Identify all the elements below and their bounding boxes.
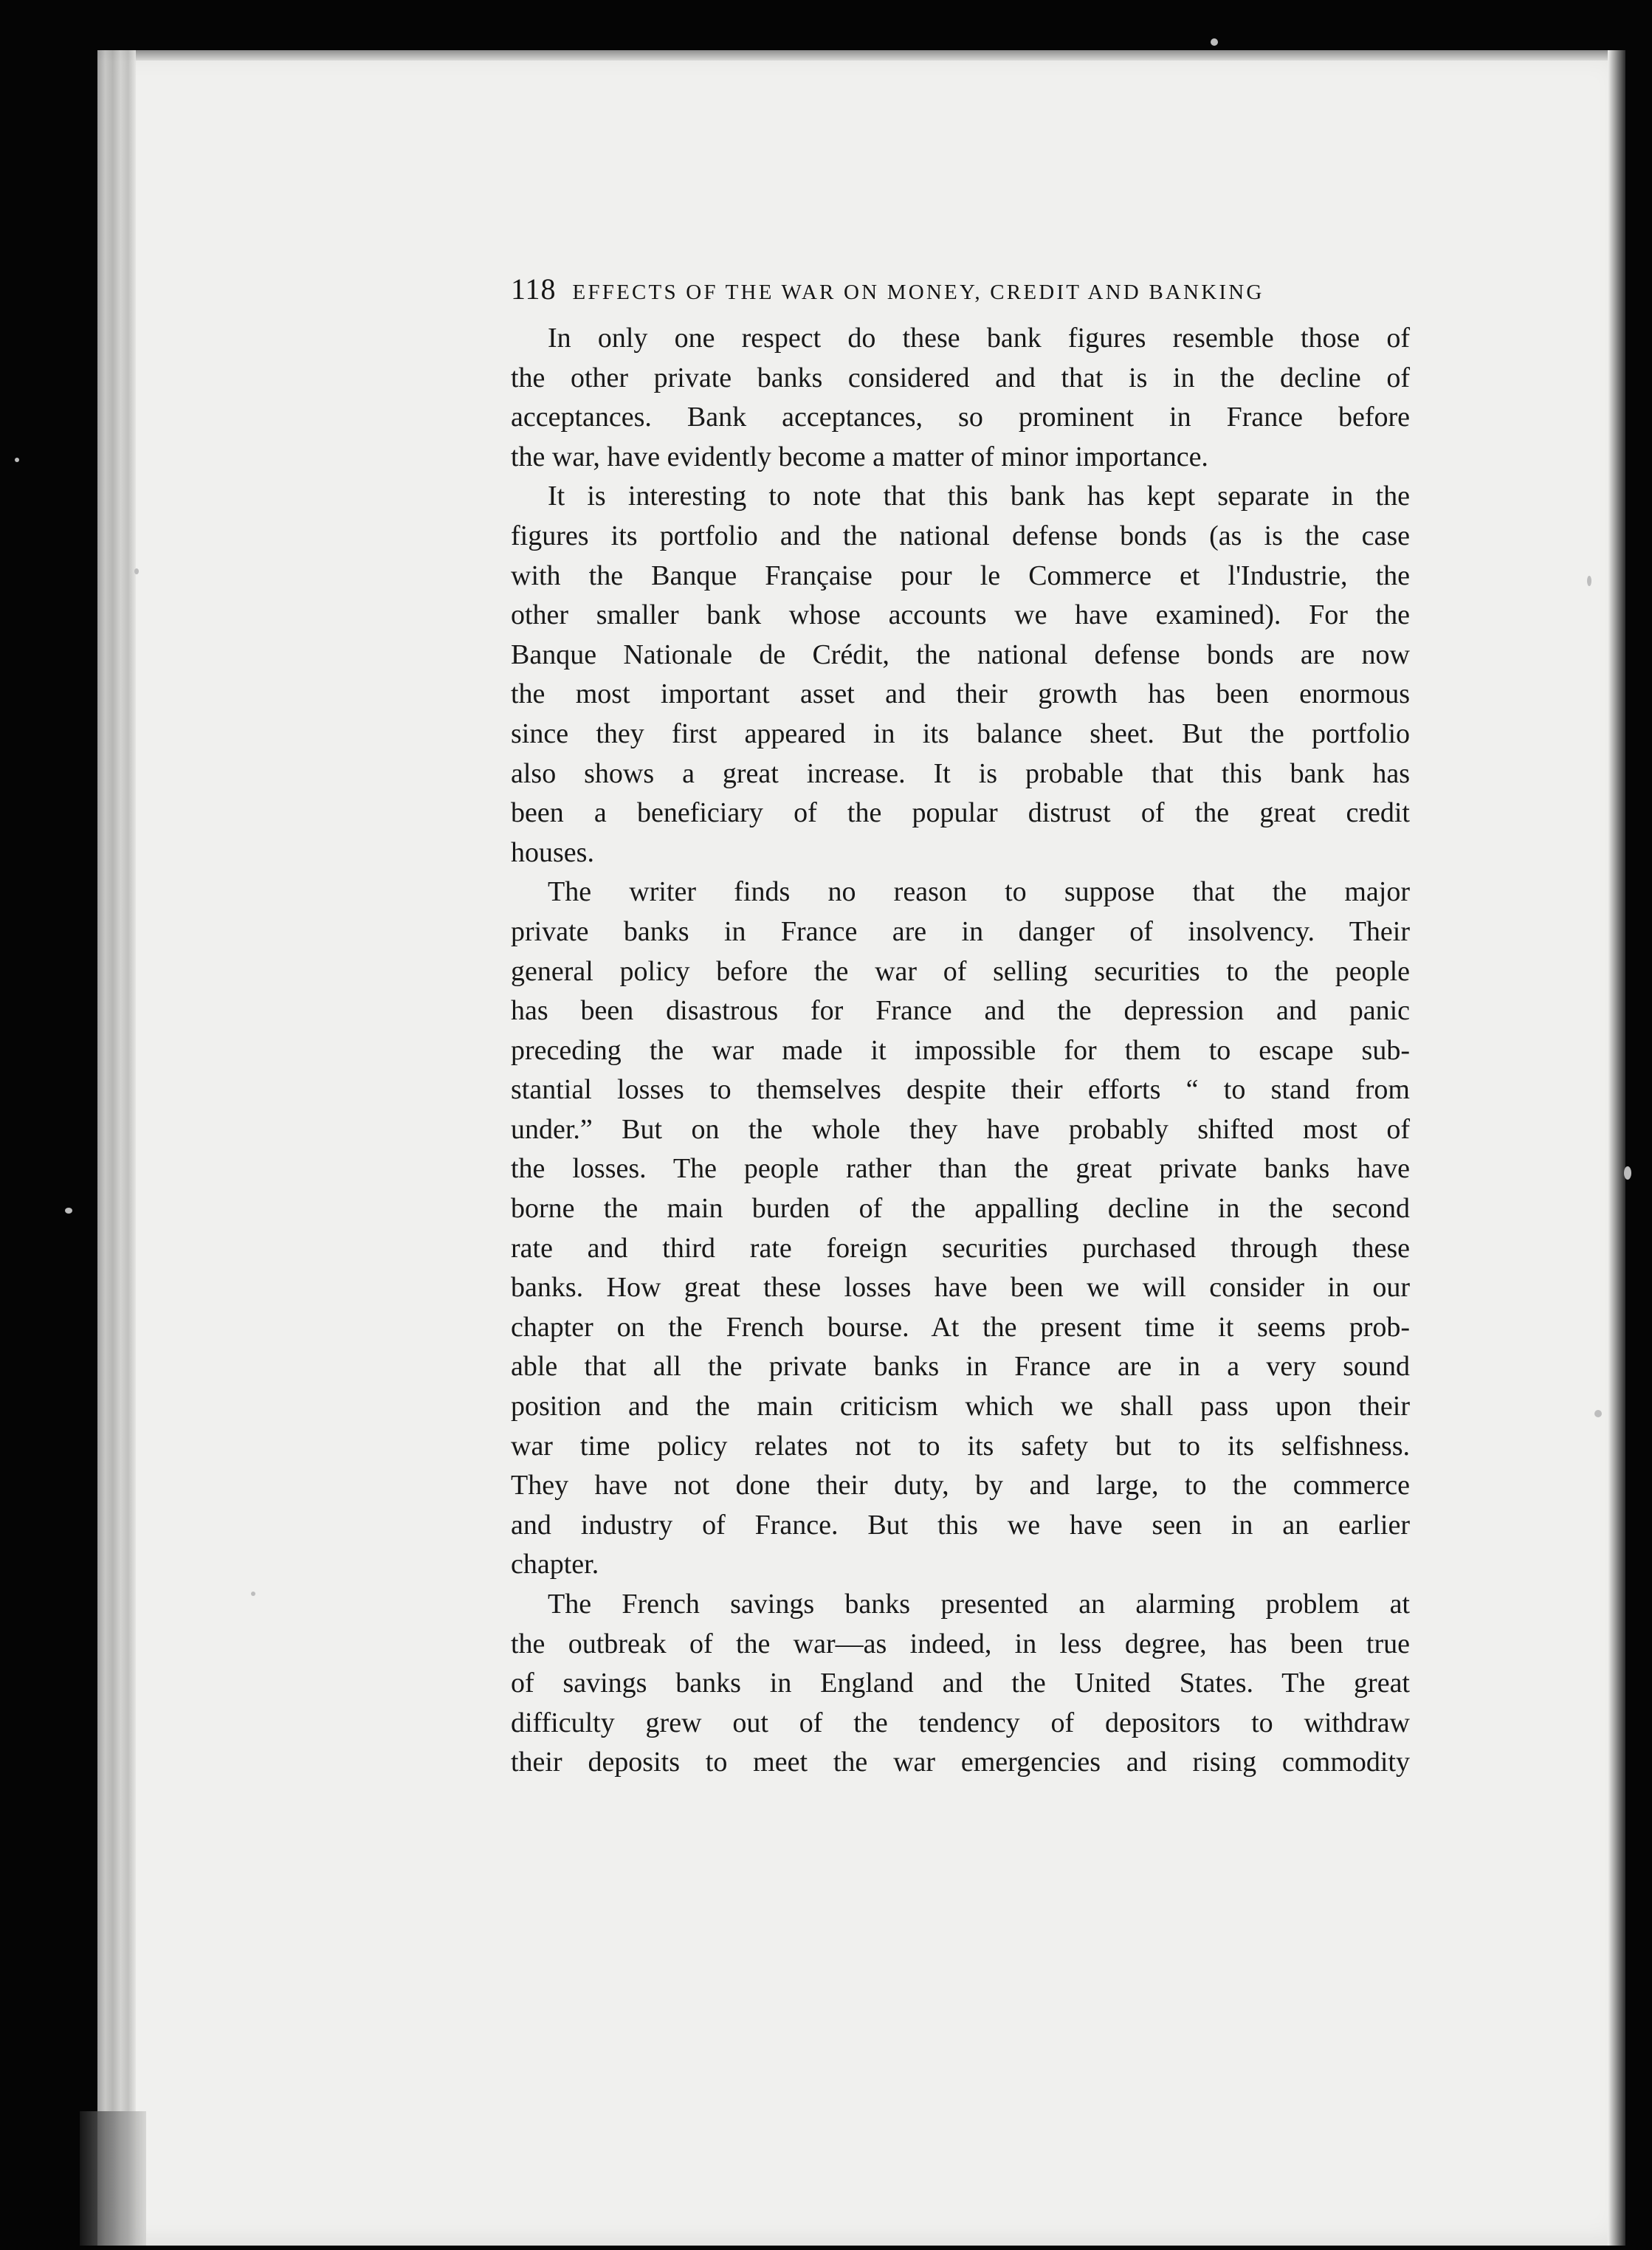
text-line: able that all the private banks in France are in a very sound [511,1351,1410,1383]
paragraph [511,477,1410,873]
text-line: chapter. [511,1549,599,1580]
text-line: borne the main burden of the appalling decline in the second [511,1193,1410,1225]
text-line: It is interesting to note that this bank has kept separate in the [548,481,1410,512]
text-line: rate and third rate foreign securities purchased through these [511,1232,1410,1264]
text-line: been a beneficiary of the popular distrust of the great credit [511,797,1410,829]
text-line: banks. How great these losses have been we will consider in our [511,1272,1410,1304]
text-line: has been disastrous for France and the depression and panic [511,995,1410,1027]
scan-speck [1587,576,1591,586]
text-line: the most important asset and their growth has been enormous [511,678,1410,710]
binding-shadow [80,2111,146,2246]
text-line: chapter on the French bourse. At the present time it seems prob- [511,1311,1410,1343]
text-line: They have not done their duty, by and large, to the commerce [511,1470,1410,1501]
scan-speck [15,458,19,462]
page-top-edge [97,50,1625,61]
paragraph [511,873,1410,1585]
text-line: position and the main criticism which we shall pass upon their [511,1391,1410,1422]
text-line: the other private banks considered and that is in the decline of [511,362,1410,393]
scan-speck [65,1208,72,1214]
paragraph [511,1585,1410,1783]
scan-speck [1594,1410,1602,1417]
text-line: of savings banks in England and the United States. The great [511,1668,1410,1699]
text-line: their deposits to meet the war emergencies and rising commodity [511,1747,1410,1778]
text-line: houses. [511,836,594,868]
scan-speck [1624,1166,1631,1180]
text-line: war time policy relates not to its safety but to its selfishness. [511,1430,1410,1462]
paragraph [511,319,1410,477]
running-head: EFFECTS OF THE WAR ON MONEY, CREDIT AND BANKING [572,281,1264,304]
body-text [511,319,1410,2223]
text-line: the outbreak of the war—as indeed, in less degree, has been true [511,1628,1410,1659]
text-line: difficulty grew out of the tendency of depositors to withdraw [511,1707,1410,1738]
text-line: stantial losses to themselves despite their efforts “ to stand from [511,1074,1410,1106]
text-line: The writer finds no reason to suppose that the major [548,876,1410,908]
scan-speck [134,568,139,574]
text-line: since they first appeared in its balance sheet. But the portfolio [511,718,1410,749]
text-line: private banks in France are in danger of insolvency. Their [511,915,1410,947]
text-line: preceding the war made it impossible for them to escape sub- [511,1034,1410,1066]
text-line: general policy before the war of selling securities to the people [511,955,1410,987]
text-line: acceptances. Bank acceptances, so prominent in France before [511,402,1410,433]
text-line: also shows a great increase. It is probable that this bank has [511,757,1410,789]
scan-speck [251,1592,255,1596]
page-right-edge [1608,50,1625,2246]
text-line: with the Banque Française pour le Commerce et l'Industrie, the [511,560,1410,591]
text-line: the war, have evidently become a matter of minor importance. [511,441,1208,472]
text-line: The French savings banks presented an alarming problem at [548,1589,1410,1620]
page-header [511,272,1411,309]
text-line: and industry of France. But this we have seen in an earlier [511,1509,1410,1541]
text-line: In only one respect do these bank figures resemble those of [548,323,1410,354]
text-line: under.” But on the whole they have probably shifted most of [511,1113,1410,1145]
page-number: 118 [511,272,557,306]
text-line: other smaller bank whose accounts we have examined). For the [511,599,1410,631]
scan-speck [1211,38,1218,46]
text-line: Banque Nationale de Crédit, the national defense bonds are now [511,639,1410,670]
text-line: figures its portfolio and the national defense bonds (as is the case [511,520,1410,551]
page-left-edge [97,50,136,2246]
text-line: the losses. The people rather than the great private banks have [511,1153,1410,1185]
